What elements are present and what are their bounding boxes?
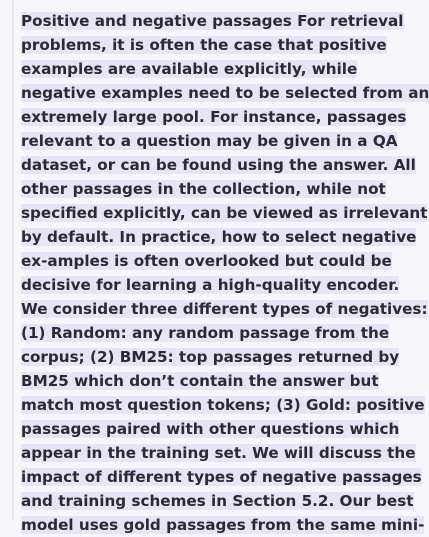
highlighted-text: corpus; (2) BM25: top passages returned by — [21, 348, 400, 366]
highlighted-text: appear in the training set. We will discuss the — [21, 444, 416, 462]
paragraph-line — [21, 393, 425, 417]
left-margin-rule — [12, 0, 14, 520]
paragraph-line — [21, 489, 414, 513]
highlighted-text: extremely large pool. For instance, passages — [21, 108, 407, 126]
paragraph-line — [21, 81, 429, 105]
paragraph-line — [21, 441, 416, 465]
highlighted-text: ex-amples is often overlooked but could be — [21, 252, 392, 270]
highlighted-text: relevant to a question may be given in a QA — [21, 132, 398, 150]
paragraph-line — [21, 153, 416, 177]
highlighted-text: problems, it is often the case that positive — [21, 36, 387, 54]
highlighted-text: match most question tokens; (3) Gold: positive — [21, 396, 425, 414]
highlighted-text: We consider three different types of negatives: — [21, 300, 428, 318]
highlighted-text: examples are available explicitly, while — [21, 60, 358, 78]
paragraph-line — [21, 297, 428, 321]
highlighted-text: BM25 which don’t contain the answer but — [21, 372, 379, 390]
paragraph-line — [21, 129, 398, 153]
paragraph-line — [21, 225, 417, 249]
highlighted-text: impact of different types of negative passages — [21, 468, 422, 486]
paragraph-negative-passages — [21, 9, 429, 537]
paragraph-line — [21, 57, 393, 81]
highlighted-text: passages paired with other questions which — [21, 420, 400, 438]
paragraph-line — [21, 33, 393, 57]
paragraph-line — [21, 465, 422, 489]
paragraph-line — [21, 345, 400, 369]
paragraph-line — [21, 177, 393, 201]
paragraph-line — [21, 513, 425, 537]
highlighted-text: by default. In practice, how to select negative — [21, 228, 417, 246]
highlighted-text: model uses gold passages from the same mini- — [21, 516, 425, 534]
paragraph-line — [21, 105, 407, 129]
highlighted-text: dataset, or can be found using the answer. All — [21, 156, 416, 174]
highlighted-text: decisive for learning a high-quality encoder. — [21, 276, 400, 294]
highlighted-text: other passages in the collection, while not — [21, 180, 386, 198]
paragraph-line — [21, 369, 393, 393]
paragraph-line — [21, 249, 393, 273]
highlighted-text: and training schemes in Section 5.2. Our best — [21, 492, 414, 510]
paragraph-line — [21, 321, 393, 345]
paragraph-line — [21, 9, 404, 33]
highlighted-text: specified explicitly, can be viewed as irrelevant — [21, 204, 428, 222]
paragraph-line — [21, 201, 428, 225]
highlighted-text: (1) Random: any random passage from the — [21, 324, 390, 342]
paragraph-line — [21, 417, 400, 441]
highlighted-text: negative examples need to be selected from an — [21, 84, 429, 102]
paragraph-line — [21, 273, 400, 297]
highlighted-text: Positive and negative passages For retrieval — [21, 12, 404, 30]
